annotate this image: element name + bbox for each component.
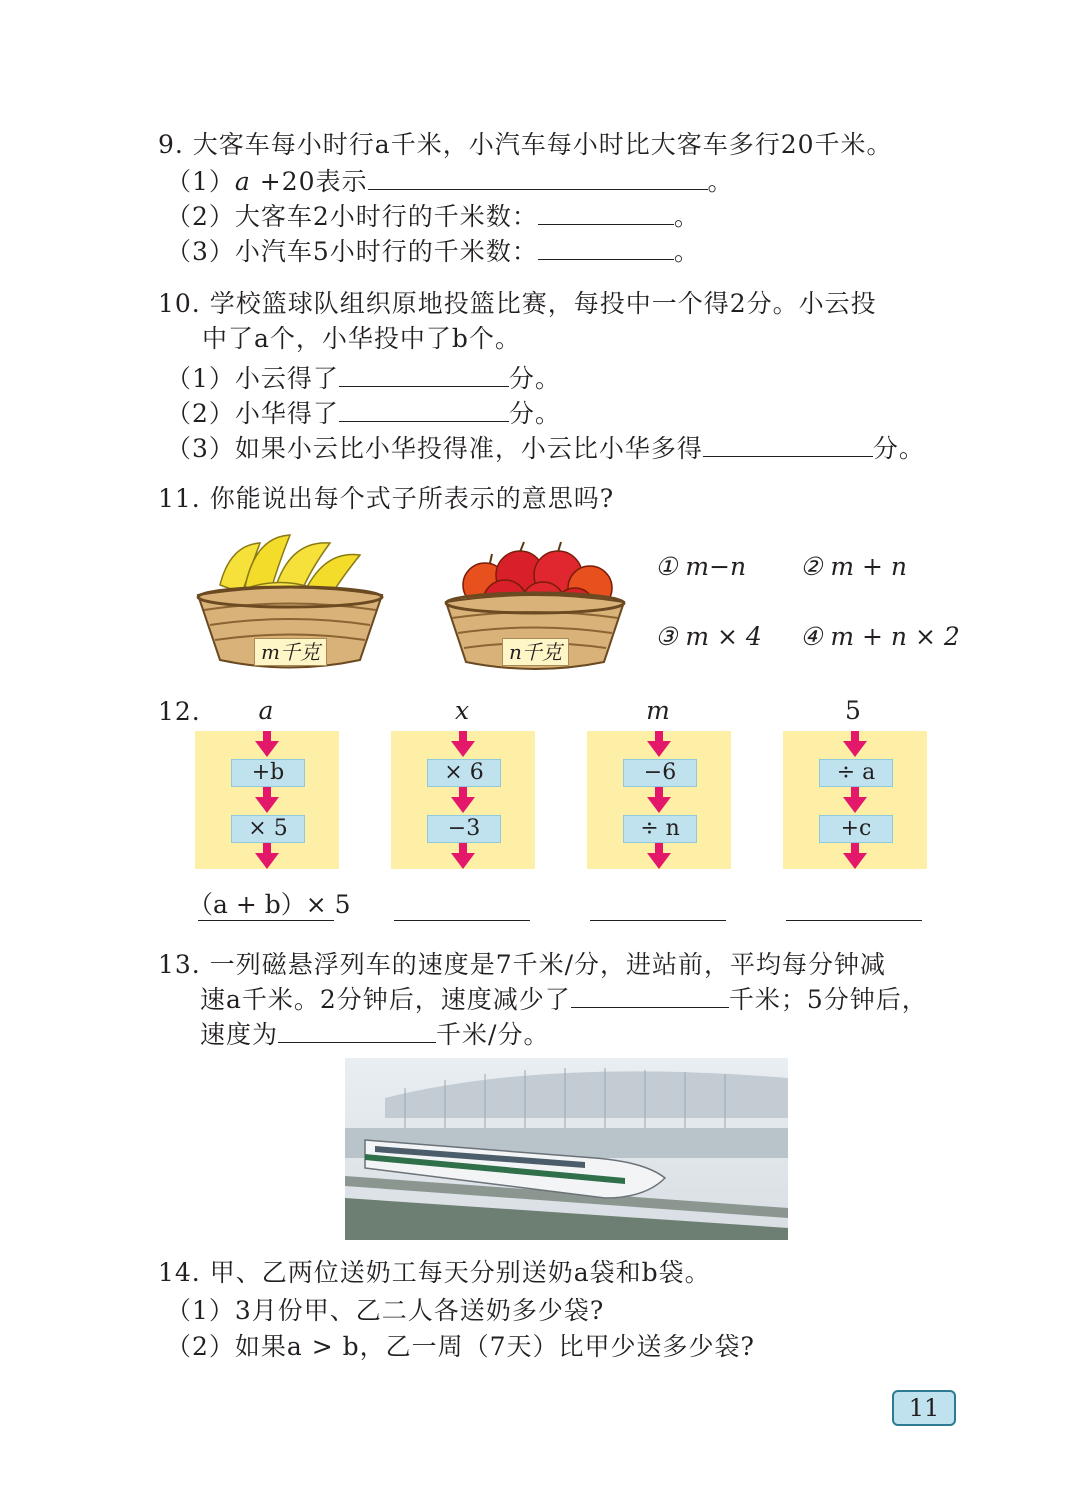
q10-sub2-text: （2）小华得了 [166, 399, 339, 428]
q9-sub1 [166, 165, 734, 199]
q11-option-4: ④ m + n × 2 [800, 622, 960, 651]
q12-col2-input: x [454, 696, 470, 725]
q14-sub2: （2）如果a > b，乙一周（7天）比甲少送多少袋? [166, 1332, 755, 1361]
down-arrow-icon [843, 787, 867, 813]
q10-stem-line2: 中了a个，小华投中了b个。 [202, 324, 521, 353]
q11-option-1: ① m−n [655, 552, 747, 581]
q14-stem: 14. 甲、乙两位送奶工每天分别送奶a袋和b袋。 [158, 1258, 711, 1287]
q9-sub1-end: 。 [707, 167, 734, 196]
q13-blank-2[interactable] [278, 1020, 436, 1043]
q9-sub2-blank[interactable] [538, 202, 674, 225]
down-arrow-icon [451, 731, 475, 757]
q9-stem: 9. 大客车每小时行a千米，小汽车每小时比大客车多行20千米。 [158, 130, 893, 159]
q9-sub1-prefix: （1） [166, 167, 235, 196]
q10-sub2-end: 分。 [508, 399, 561, 428]
q11-option-2: ② m + n [800, 552, 908, 581]
down-arrow-icon [255, 843, 279, 869]
q12-col2-answer-blank[interactable] [394, 920, 530, 921]
maglev-train-image [345, 1058, 788, 1240]
q12-col1-answer-line [198, 920, 334, 921]
down-arrow-icon [647, 843, 671, 869]
down-arrow-icon [451, 843, 475, 869]
q10-sub3-end: 分。 [872, 434, 925, 463]
down-arrow-icon [843, 731, 867, 757]
q9-sub2-end: 。 [673, 202, 700, 231]
q9-sub1-var: a [234, 167, 251, 196]
down-arrow-icon [647, 787, 671, 813]
q12-col2-op2: −3 [427, 815, 501, 843]
q10-sub3 [166, 432, 925, 466]
q12-col4-answer-blank[interactable] [786, 920, 922, 921]
q12-number: 12. [158, 697, 201, 726]
apple-weight-label: n千克 [502, 638, 569, 666]
q12-col4-op2: +c [819, 815, 893, 843]
q9-sub2 [166, 200, 700, 234]
q12-col4-input: 5 [845, 696, 861, 725]
q12-col1-input: a [258, 696, 274, 725]
q13-line2-text: 速a千米。2分钟后，速度减少了 [200, 985, 571, 1014]
q9-sub3-blank[interactable] [538, 237, 674, 260]
q9-sub3-text: （3）小汽车5小时行的千米数： [166, 237, 538, 266]
down-arrow-icon [647, 731, 671, 757]
q9-sub1-text: +20表示 [250, 167, 368, 196]
q10-sub2 [166, 397, 561, 431]
q12-col3-op2: ÷ n [623, 815, 697, 843]
q10-sub1-end: 分。 [508, 364, 561, 393]
q12-col4-op1: ÷ a [819, 759, 893, 787]
q12-col1-machine [195, 731, 339, 869]
q13-line3 [200, 1018, 549, 1052]
q11-option-3: ③ m × 4 [655, 622, 762, 651]
q12-col4-machine [783, 731, 927, 869]
q10-stem-line1: 10. 学校篮球队组织原地投篮比赛，每投中一个得2分。小云投 [158, 289, 877, 318]
q10-sub1 [166, 362, 561, 396]
banana-weight-label: m千克 [254, 638, 327, 666]
q12-col1-op2: × 5 [231, 815, 305, 843]
q12-col3-answer-blank[interactable] [590, 920, 726, 921]
q13-line2 [200, 983, 928, 1017]
down-arrow-icon [255, 787, 279, 813]
q10-sub3-blank[interactable] [703, 434, 873, 457]
q12-col1-op1: +b [231, 759, 305, 787]
q12-col2-op1: × 6 [427, 759, 501, 787]
q9-sub3-end: 。 [673, 237, 700, 266]
q13-line3-text: 速度为 [200, 1020, 279, 1049]
q10-sub1-text: （1）小云得了 [166, 364, 339, 393]
down-arrow-icon [843, 843, 867, 869]
q9-sub2-text: （2）大客车2小时行的千米数： [166, 202, 538, 231]
q11-stem: 11. 你能说出每个式子所表示的意思吗? [158, 484, 615, 513]
q12-col3-input: m [646, 696, 670, 725]
q13-line1: 13. 一列磁悬浮列车的速度是7千米/分，进站前，平均每分钟减 [158, 950, 887, 979]
page-number: 11 [892, 1390, 956, 1426]
down-arrow-icon [451, 787, 475, 813]
q9-sub3 [166, 235, 700, 269]
q13-line3-end: 千米/分。 [436, 1020, 550, 1049]
q12-col2-machine [391, 731, 535, 869]
q10-sub2-blank[interactable] [339, 399, 509, 422]
q13-blank-1[interactable] [571, 985, 729, 1008]
q13-line2-end: 千米；5分钟后， [728, 985, 928, 1014]
q10-sub1-blank[interactable] [339, 364, 509, 387]
q14-sub1: （1）3月份甲、乙二人各送奶多少袋? [166, 1296, 605, 1325]
q10-sub3-text: （3）如果小云比小华投得准，小云比小华多得 [166, 434, 703, 463]
q12-col3-machine [587, 731, 731, 869]
q12-col3-op1: −6 [623, 759, 697, 787]
q12-col1-answer: （a + b）× 5 [188, 890, 351, 919]
q9-sub1-blank[interactable] [368, 167, 708, 190]
down-arrow-icon [255, 731, 279, 757]
